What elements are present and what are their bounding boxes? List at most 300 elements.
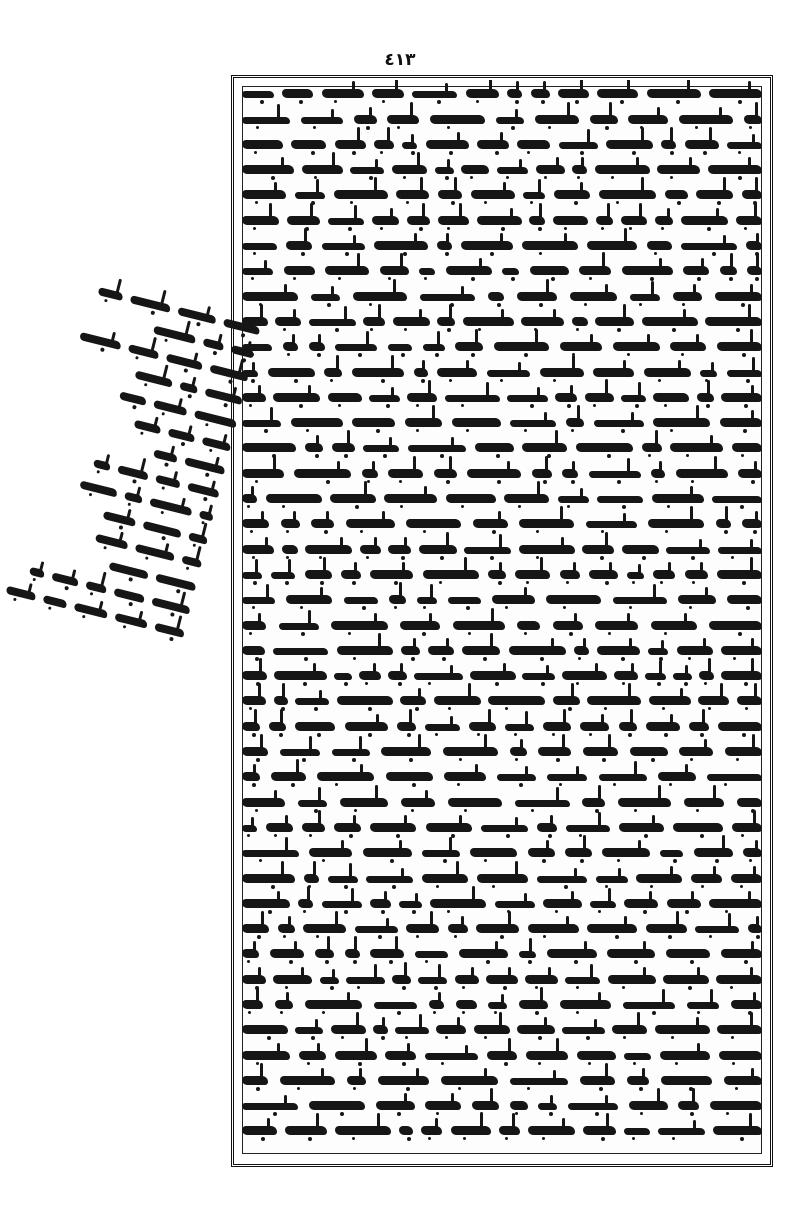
word-glyph bbox=[532, 469, 552, 478]
word-glyph bbox=[494, 342, 549, 351]
word-glyph bbox=[242, 1000, 263, 1009]
word-glyph bbox=[266, 494, 322, 503]
word-glyph bbox=[562, 469, 578, 478]
word-glyph bbox=[646, 722, 680, 731]
word-glyph bbox=[184, 457, 226, 475]
word-glyph bbox=[331, 621, 388, 630]
word-glyph bbox=[587, 924, 637, 933]
text-line bbox=[238, 257, 766, 282]
text-line bbox=[238, 1117, 766, 1142]
word-glyph bbox=[334, 823, 361, 832]
word-glyph bbox=[553, 216, 588, 225]
word-glyph bbox=[378, 1076, 429, 1085]
word-glyph bbox=[317, 772, 374, 781]
word-glyph bbox=[242, 924, 269, 933]
word-glyph bbox=[470, 848, 517, 857]
text-line bbox=[238, 864, 766, 889]
word-glyph bbox=[346, 977, 385, 984]
word-glyph bbox=[536, 165, 565, 174]
word-glyph bbox=[153, 326, 197, 344]
word-glyph bbox=[685, 570, 708, 579]
text-line bbox=[238, 105, 766, 130]
word-glyph bbox=[459, 949, 508, 958]
word-glyph bbox=[335, 140, 366, 149]
word-glyph bbox=[587, 241, 637, 250]
word-glyph bbox=[130, 295, 172, 313]
word-glyph bbox=[742, 519, 762, 528]
word-glyph bbox=[607, 949, 655, 958]
word-glyph bbox=[619, 722, 637, 731]
word-glyph bbox=[470, 671, 516, 680]
text-line bbox=[238, 763, 766, 788]
word-glyph bbox=[374, 1002, 417, 1009]
word-glyph bbox=[242, 949, 259, 958]
word-glyph bbox=[464, 547, 511, 554]
word-glyph bbox=[472, 1101, 499, 1110]
word-glyph bbox=[543, 899, 582, 908]
word-glyph bbox=[517, 292, 557, 301]
word-glyph bbox=[452, 418, 501, 427]
word-glyph bbox=[230, 345, 254, 358]
word-glyph bbox=[721, 949, 762, 958]
word-glyph bbox=[559, 142, 598, 149]
word-glyph bbox=[79, 332, 122, 350]
word-glyph bbox=[425, 724, 460, 731]
word-glyph bbox=[469, 722, 496, 731]
word-glyph bbox=[595, 165, 650, 174]
word-glyph bbox=[562, 1027, 605, 1034]
text-line bbox=[238, 131, 766, 156]
text-line bbox=[238, 561, 766, 586]
word-glyph bbox=[328, 393, 362, 402]
word-glyph bbox=[355, 926, 398, 933]
word-glyph bbox=[649, 696, 691, 705]
word-glyph bbox=[179, 382, 198, 394]
word-glyph bbox=[209, 364, 249, 381]
word-glyph bbox=[570, 292, 617, 301]
word-glyph bbox=[691, 874, 722, 883]
word-glyph bbox=[589, 570, 618, 579]
text-line bbox=[238, 485, 766, 510]
text-line bbox=[238, 232, 766, 257]
word-glyph bbox=[325, 266, 369, 275]
word-glyph bbox=[721, 671, 762, 680]
word-glyph bbox=[606, 140, 653, 149]
word-glyph bbox=[462, 646, 500, 655]
word-glyph bbox=[242, 850, 299, 857]
word-glyph bbox=[505, 724, 534, 731]
word-glyph bbox=[295, 698, 329, 705]
word-glyph bbox=[103, 511, 137, 527]
word-glyph bbox=[320, 977, 339, 984]
word-glyph bbox=[242, 469, 284, 478]
word-glyph bbox=[42, 595, 67, 609]
word-glyph bbox=[742, 190, 762, 199]
word-glyph bbox=[448, 924, 468, 933]
word-glyph bbox=[613, 597, 667, 604]
word-glyph bbox=[558, 89, 589, 98]
word-glyph bbox=[295, 192, 325, 199]
word-glyph bbox=[497, 167, 528, 174]
word-glyph bbox=[477, 874, 528, 883]
word-glyph bbox=[335, 344, 377, 351]
word-glyph bbox=[562, 671, 607, 680]
word-glyph bbox=[242, 646, 265, 655]
word-glyph bbox=[687, 1002, 719, 1009]
word-glyph bbox=[727, 142, 762, 149]
word-glyph bbox=[624, 1053, 651, 1060]
word-glyph bbox=[727, 370, 762, 377]
word-glyph bbox=[273, 393, 320, 402]
word-glyph bbox=[678, 595, 716, 604]
word-glyph bbox=[721, 393, 762, 402]
text-line bbox=[238, 611, 766, 636]
word-glyph bbox=[595, 621, 638, 630]
text-line bbox=[238, 308, 766, 333]
word-glyph bbox=[448, 798, 502, 807]
word-glyph bbox=[242, 190, 286, 199]
word-glyph bbox=[194, 410, 238, 428]
word-glyph bbox=[142, 521, 182, 538]
word-glyph bbox=[273, 975, 312, 984]
word-glyph bbox=[624, 899, 658, 908]
word-glyph bbox=[387, 115, 419, 124]
word-glyph bbox=[630, 747, 668, 756]
word-glyph bbox=[738, 469, 762, 478]
word-glyph bbox=[370, 949, 404, 958]
word-glyph bbox=[679, 115, 733, 124]
word-glyph bbox=[525, 975, 558, 984]
word-glyph bbox=[565, 848, 592, 857]
word-glyph bbox=[445, 395, 500, 402]
word-glyph bbox=[406, 924, 439, 933]
word-glyph bbox=[487, 1051, 517, 1060]
word-glyph bbox=[644, 368, 691, 377]
word-glyph bbox=[748, 924, 762, 933]
word-glyph bbox=[242, 597, 275, 604]
word-glyph bbox=[471, 190, 515, 199]
text-line bbox=[238, 712, 766, 737]
word-glyph bbox=[747, 266, 762, 275]
word-glyph bbox=[577, 1051, 616, 1060]
word-glyph bbox=[522, 443, 567, 452]
word-glyph bbox=[558, 496, 589, 503]
word-glyph bbox=[242, 772, 260, 781]
word-glyph bbox=[436, 1025, 466, 1034]
word-glyph bbox=[553, 696, 580, 705]
word-glyph bbox=[242, 519, 269, 528]
word-glyph bbox=[712, 496, 762, 503]
word-glyph bbox=[670, 443, 723, 452]
word-glyph bbox=[73, 603, 108, 619]
word-glyph bbox=[287, 216, 320, 225]
word-glyph bbox=[731, 874, 762, 883]
word-glyph bbox=[294, 469, 351, 478]
text-line bbox=[238, 535, 766, 560]
word-glyph bbox=[108, 562, 149, 579]
word-glyph bbox=[242, 91, 274, 98]
word-glyph bbox=[529, 216, 545, 225]
word-glyph bbox=[746, 241, 762, 250]
word-glyph bbox=[374, 241, 428, 250]
word-glyph bbox=[553, 621, 583, 630]
word-glyph bbox=[340, 798, 388, 807]
word-glyph bbox=[401, 646, 420, 655]
word-glyph bbox=[437, 368, 477, 377]
word-glyph bbox=[242, 874, 295, 883]
word-glyph bbox=[594, 420, 644, 427]
word-glyph bbox=[242, 899, 290, 908]
text-line bbox=[238, 384, 766, 409]
text-line bbox=[238, 206, 766, 231]
word-glyph bbox=[526, 1051, 568, 1060]
word-glyph bbox=[223, 318, 261, 335]
word-glyph bbox=[242, 292, 298, 301]
word-glyph bbox=[519, 545, 575, 554]
word-glyph bbox=[583, 747, 618, 756]
word-glyph bbox=[572, 165, 587, 174]
text-line bbox=[238, 915, 766, 940]
word-glyph bbox=[560, 570, 580, 579]
word-glyph bbox=[291, 418, 343, 427]
word-glyph bbox=[29, 567, 45, 578]
word-glyph bbox=[423, 344, 445, 351]
word-glyph bbox=[399, 901, 422, 908]
word-glyph bbox=[519, 1000, 548, 1009]
word-glyph bbox=[301, 117, 343, 124]
word-glyph bbox=[590, 115, 618, 124]
word-glyph bbox=[380, 266, 409, 275]
word-glyph bbox=[384, 494, 437, 503]
word-glyph bbox=[477, 216, 522, 225]
word-glyph bbox=[429, 1000, 444, 1009]
word-glyph bbox=[721, 646, 762, 655]
word-glyph bbox=[370, 899, 391, 908]
text-line bbox=[238, 814, 766, 839]
word-glyph bbox=[407, 393, 437, 402]
word-glyph bbox=[653, 570, 675, 579]
word-glyph bbox=[519, 519, 574, 528]
word-glyph bbox=[585, 393, 614, 402]
word-glyph bbox=[528, 1126, 575, 1135]
word-glyph bbox=[397, 722, 416, 731]
word-glyph bbox=[618, 798, 671, 807]
word-glyph bbox=[718, 547, 762, 554]
text-line bbox=[238, 965, 766, 990]
word-glyph bbox=[392, 975, 411, 984]
word-glyph bbox=[341, 570, 361, 579]
word-glyph bbox=[242, 825, 257, 832]
word-glyph bbox=[376, 1101, 415, 1110]
word-glyph bbox=[295, 722, 335, 731]
word-glyph bbox=[133, 420, 161, 434]
word-glyph bbox=[488, 1002, 507, 1009]
word-glyph bbox=[597, 646, 640, 655]
text-line bbox=[238, 738, 766, 763]
word-glyph bbox=[507, 89, 522, 98]
word-glyph bbox=[6, 586, 37, 601]
word-glyph bbox=[528, 848, 555, 857]
word-glyph bbox=[709, 899, 762, 908]
word-glyph bbox=[709, 89, 762, 98]
word-glyph bbox=[274, 696, 288, 705]
text-line bbox=[238, 80, 766, 105]
word-glyph bbox=[543, 722, 571, 731]
word-glyph bbox=[331, 1025, 366, 1034]
word-glyph bbox=[744, 115, 762, 124]
word-glyph bbox=[517, 140, 550, 149]
word-glyph bbox=[430, 115, 485, 124]
word-glyph bbox=[388, 469, 423, 478]
word-glyph bbox=[295, 1027, 323, 1034]
word-glyph bbox=[412, 91, 457, 98]
word-glyph bbox=[242, 494, 257, 503]
word-glyph bbox=[608, 975, 656, 984]
word-glyph bbox=[268, 368, 315, 377]
word-glyph bbox=[717, 342, 762, 351]
word-glyph bbox=[612, 1025, 647, 1034]
word-glyph bbox=[718, 722, 762, 731]
word-glyph bbox=[667, 899, 701, 908]
page-number: ٤١٣ bbox=[384, 50, 416, 70]
word-glyph bbox=[737, 798, 762, 807]
word-glyph bbox=[463, 317, 514, 326]
word-glyph bbox=[280, 749, 320, 756]
main-text-block bbox=[238, 80, 766, 1145]
word-glyph bbox=[565, 977, 600, 984]
word-glyph bbox=[437, 241, 452, 250]
word-glyph bbox=[242, 268, 273, 275]
word-glyph bbox=[51, 572, 79, 586]
word-glyph bbox=[582, 545, 614, 554]
word-glyph bbox=[282, 545, 298, 554]
word-glyph bbox=[149, 498, 193, 516]
word-glyph bbox=[345, 722, 388, 731]
word-glyph bbox=[657, 165, 700, 174]
word-glyph bbox=[597, 496, 643, 503]
word-glyph bbox=[337, 646, 393, 655]
word-glyph bbox=[653, 393, 689, 402]
word-glyph bbox=[417, 597, 437, 604]
word-glyph bbox=[599, 774, 647, 781]
word-glyph bbox=[716, 519, 731, 528]
word-glyph bbox=[392, 165, 427, 174]
word-glyph bbox=[344, 597, 378, 604]
word-glyph bbox=[666, 547, 710, 554]
word-glyph bbox=[497, 774, 536, 781]
word-glyph bbox=[153, 449, 178, 463]
word-glyph bbox=[370, 823, 416, 832]
word-glyph bbox=[242, 1126, 277, 1135]
word-glyph bbox=[269, 722, 286, 731]
word-glyph bbox=[547, 774, 587, 781]
word-glyph bbox=[337, 696, 393, 705]
word-glyph bbox=[507, 395, 548, 402]
word-glyph bbox=[302, 165, 343, 174]
word-glyph bbox=[642, 317, 698, 326]
word-glyph bbox=[345, 949, 360, 958]
word-glyph bbox=[665, 190, 688, 199]
word-glyph bbox=[713, 1126, 762, 1135]
word-glyph bbox=[360, 545, 381, 554]
word-glyph bbox=[242, 117, 290, 124]
word-glyph bbox=[685, 140, 719, 149]
word-glyph bbox=[510, 747, 527, 756]
word-glyph bbox=[522, 673, 555, 680]
word-glyph bbox=[291, 140, 326, 149]
word-glyph bbox=[661, 1076, 712, 1085]
text-line bbox=[238, 1041, 766, 1066]
word-glyph bbox=[624, 1128, 650, 1135]
text-line bbox=[238, 662, 766, 687]
word-glyph bbox=[346, 519, 395, 528]
word-glyph bbox=[242, 671, 267, 680]
word-glyph bbox=[437, 317, 455, 326]
text-line bbox=[238, 687, 766, 712]
word-glyph bbox=[597, 89, 638, 98]
word-glyph bbox=[273, 648, 328, 655]
word-glyph bbox=[522, 241, 578, 250]
text-line bbox=[238, 637, 766, 662]
word-glyph bbox=[242, 243, 277, 250]
margin-gloss bbox=[0, 272, 265, 669]
word-glyph bbox=[388, 545, 411, 554]
word-glyph bbox=[580, 722, 609, 731]
word-glyph bbox=[242, 545, 274, 554]
word-glyph bbox=[660, 1051, 710, 1060]
word-glyph bbox=[425, 1053, 478, 1060]
word-glyph bbox=[535, 115, 579, 124]
word-glyph bbox=[673, 673, 692, 680]
word-glyph bbox=[309, 319, 356, 326]
word-glyph bbox=[621, 395, 646, 402]
word-glyph bbox=[181, 555, 202, 568]
word-glyph bbox=[538, 1103, 557, 1110]
word-glyph bbox=[370, 570, 413, 579]
word-glyph bbox=[627, 1076, 649, 1085]
word-glyph bbox=[504, 494, 549, 503]
text-line bbox=[238, 358, 766, 383]
word-glyph bbox=[242, 1103, 298, 1110]
word-glyph bbox=[322, 243, 365, 250]
word-glyph bbox=[717, 570, 762, 579]
word-glyph bbox=[242, 747, 268, 756]
word-glyph bbox=[696, 190, 733, 199]
word-glyph bbox=[305, 545, 352, 554]
word-glyph bbox=[408, 445, 466, 452]
word-glyph bbox=[271, 572, 295, 579]
word-glyph bbox=[135, 544, 176, 561]
word-glyph bbox=[443, 747, 498, 756]
word-glyph bbox=[275, 317, 301, 326]
word-glyph bbox=[572, 317, 588, 326]
word-glyph bbox=[538, 747, 571, 756]
word-glyph bbox=[636, 874, 682, 883]
word-glyph bbox=[566, 418, 584, 427]
word-glyph bbox=[697, 393, 714, 402]
text-line bbox=[238, 940, 766, 965]
word-glyph bbox=[303, 924, 346, 933]
word-glyph bbox=[242, 798, 285, 807]
text-line bbox=[238, 459, 766, 484]
word-glyph bbox=[663, 975, 709, 984]
word-glyph bbox=[415, 951, 448, 958]
word-glyph bbox=[589, 471, 641, 478]
word-glyph bbox=[283, 342, 298, 351]
word-glyph bbox=[474, 1025, 510, 1034]
word-glyph bbox=[422, 874, 468, 883]
word-glyph bbox=[242, 696, 266, 705]
